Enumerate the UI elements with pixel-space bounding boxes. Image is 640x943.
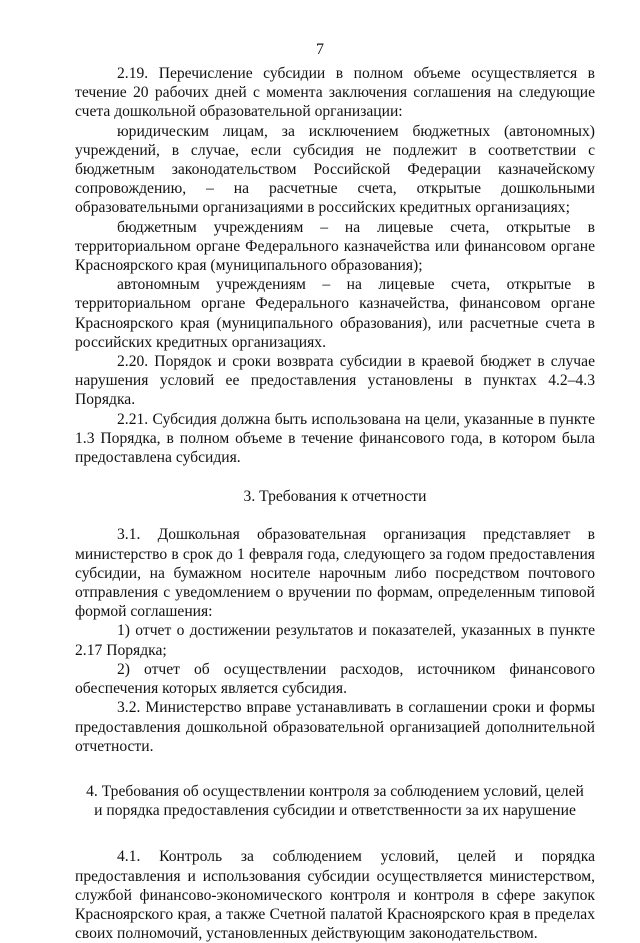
document-body <box>75 64 595 943</box>
section-4-heading-line-2: и порядка предоставления субсидии и ответственности за их нарушение <box>94 802 576 820</box>
paragraph-autonomous-institutions: автономным учреждениям – на лицевые счета, открытые в территориальном органе Федерального казначейства, финансовом органе Красноярского края (муниципального образования), или расчетные счета в российских кредитных организациях. <box>75 276 595 351</box>
paragraph-3-2: 3.2. Министерство вправе устанавливать в соглашении сроки и формы предоставления дошкольной образовательной организацией дополнительной отчетности. <box>75 699 595 755</box>
paragraph-3-1-item-2: 2) отчет об осуществлении расходов, источником финансового обеспечения которых является субсидия. <box>75 660 595 698</box>
paragraph-budget-institutions: бюджетным учреждениям – на лицевые счета, открытые в территориальном органе Федерального казначейства или финансовом органе Красноярского края (муниципального образования); <box>75 218 595 275</box>
paragraph-legal-entities: юридическим лицам, за исключением бюджетных (автономных) учреждений, в случае, если субсидия не подлежит в соответствии с бюджетным законодательством Российской Федерации казначейскому сопровождению, – на расчетные счета, открытые дошкольными образовательными организациями в российских кредитных организациях; <box>75 122 595 217</box>
section-3-heading: 3. Требования к отчетности <box>243 488 427 506</box>
section-4-heading-line-1: 4. Требования об осуществлении контроля за соблюдением условий, целей <box>86 782 584 800</box>
paragraph-3-1-item-1: 1) отчет о достижении результатов и показателей, указанных в пункте 2.17 Порядка; <box>75 622 595 659</box>
page-number: 7 <box>316 41 324 58</box>
paragraph-2-20: 2.20. Порядок и сроки возврата субсидии в краевой бюджет в случае нарушения условий ее предоставления установлены в пунктах 4.2–4.3 Порядка. <box>75 353 595 409</box>
paragraph-4-1: 4.1. Контроль за соблюдением условий, целей и порядка предоставления и использования субсидии осуществляется министерством, службой финансово-экономического контроля и контроля в сфере закупок Красноярского края, а также Счетной палатой Красноярского края в пределах своих полномочий, установленных действующим законодательством. <box>75 848 595 943</box>
paragraph-2-21: 2.21. Субсидия должна быть использована на цели, указанные в пункте 1.3 Порядка, в полном объеме в течение финансового года, в котором была предоставлена субсидия. <box>75 410 595 467</box>
paragraph-3-1: 3.1. Дошкольная образовательная организация представляет в министерство в срок до 1 февраля года, следующего за годом предоставления субсидии, на бумажном носителе нарочным либо посредством почтового отправления с уведомлением о вручении по формам, определенным типовой формой соглашения: <box>75 526 595 621</box>
paragraph-2-19: 2.19. Перечисление субсидии в полном объеме осуществляется в течение 20 рабочих дней с момента заключения соглашения на следующие счета дошкольной образовательной организации: <box>75 65 595 121</box>
